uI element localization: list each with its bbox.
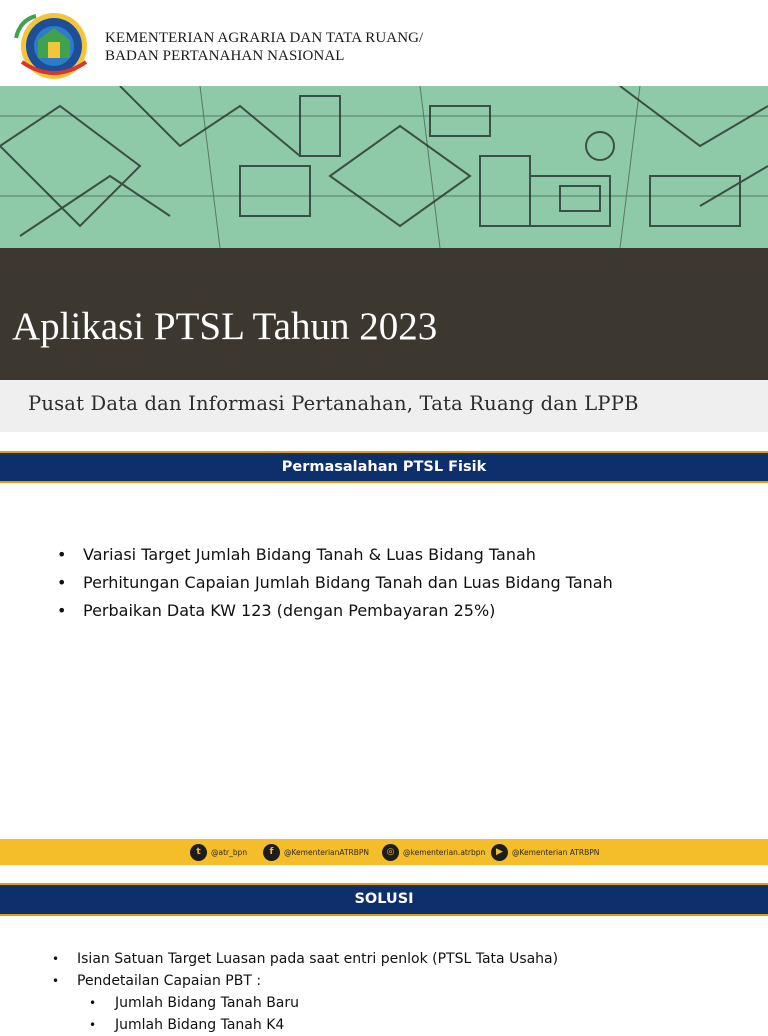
- instagram-handle: @kementerian.atrbpn: [403, 847, 486, 857]
- list-item: [52, 948, 558, 970]
- list-item: [52, 970, 558, 992]
- problem-bullet-list: [57, 543, 613, 627]
- bullet-icon: •: [89, 996, 97, 1010]
- facebook-icon: f: [263, 844, 280, 861]
- list-item: [57, 599, 613, 627]
- bullet-icon: •: [89, 1018, 97, 1032]
- atr-bpn-logo-icon: [12, 10, 100, 82]
- bullet-text: Perhitungan Capaian Jumlah Bidang Tanah dan Luas Bidang Tanah: [83, 573, 613, 592]
- slide-title: Aplikasi PTSL Tahun 2023: [12, 305, 438, 348]
- bullet-icon: •: [57, 573, 67, 592]
- list-item-sub: [52, 992, 558, 1014]
- instagram-icon: ◎: [382, 844, 399, 861]
- bullet-icon: •: [57, 601, 67, 620]
- list-item: [57, 543, 613, 571]
- list-item-sub: [52, 1014, 558, 1036]
- org-name-line2: BADAN PERTANAHAN NASIONAL: [105, 48, 345, 64]
- slide-subtitle: Pusat Data dan Informasi Pertanahan, Tata Ruang dan LPPB: [28, 392, 639, 415]
- bullet-icon: •: [52, 974, 60, 988]
- banner-illustration: [0, 86, 768, 248]
- facebook-handle: @KementerianATRBPN: [284, 847, 370, 857]
- social-media-bar: [0, 839, 768, 865]
- header: [0, 0, 768, 86]
- bullet-text: Jumlah Bidang Tanah K4: [115, 1017, 285, 1033]
- instagram-link[interactable]: [382, 843, 485, 861]
- bullet-icon: •: [52, 952, 60, 966]
- facebook-link[interactable]: [263, 843, 369, 861]
- bullet-text: Variasi Target Jumlah Bidang Tanah & Luas Bidang Tanah: [83, 545, 536, 564]
- bullet-text: Jumlah Bidang Tanah Baru: [115, 995, 300, 1011]
- solution-bullet-list: [52, 948, 558, 1036]
- list-item: [57, 571, 613, 599]
- section-header-permasalahan: Permasalahan PTSL Fisik: [0, 451, 768, 483]
- org-name-line1: KEMENTERIAN AGRARIA DAN TATA RUANG/: [105, 30, 424, 46]
- bullet-text: Perbaikan Data KW 123 (dengan Pembayaran 25%): [83, 601, 496, 620]
- youtube-handle: @Kementerian ATRBPN: [512, 847, 600, 857]
- youtube-link[interactable]: [491, 843, 599, 861]
- youtube-icon: ▶: [491, 844, 508, 861]
- twitter-icon: t: [190, 844, 207, 861]
- bullet-text: Isian Satuan Target Luasan pada saat entri penlok (PTSL Tata Usaha): [77, 951, 559, 967]
- twitter-link[interactable]: [190, 843, 247, 861]
- bullet-icon: •: [57, 545, 67, 564]
- bullet-text: Pendetailan Capaian PBT :: [77, 973, 262, 989]
- twitter-handle: @atr_bpn: [211, 847, 248, 857]
- city-plan-illustration: [0, 86, 768, 248]
- section-header-solusi: SOLUSI: [0, 883, 768, 916]
